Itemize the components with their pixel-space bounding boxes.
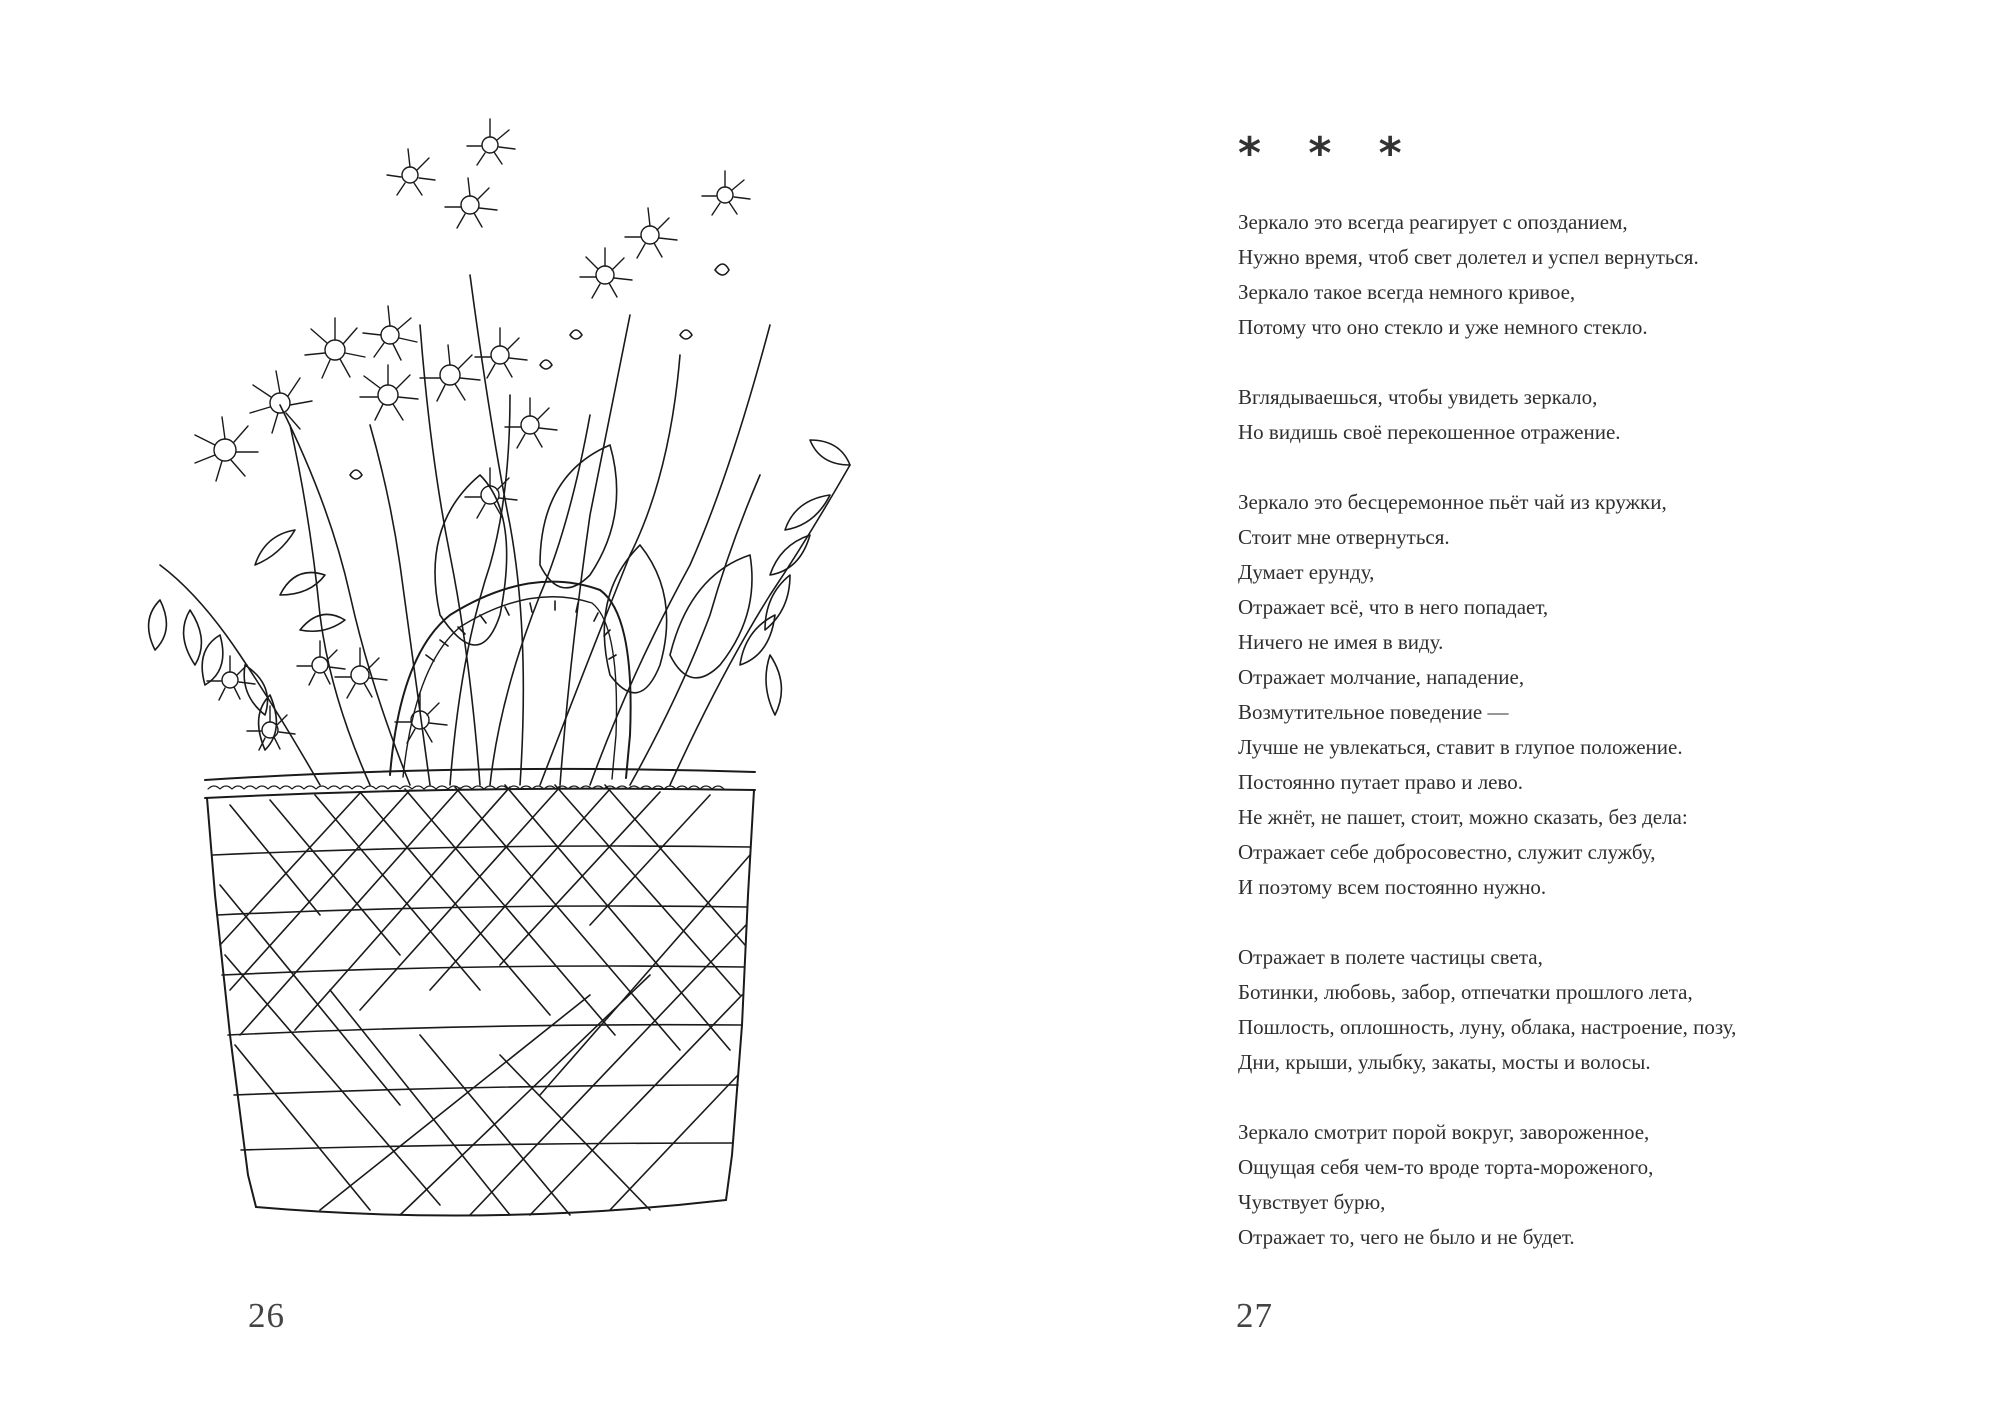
- poem-line: Пошлость, оплошность, луну, облака, настроение, позу,: [1238, 1015, 1737, 1039]
- poem-line: Зеркало такое всегда немного кривое,: [1238, 280, 1576, 304]
- poem-line: Отражает себе добросовестно, служит службу,: [1238, 840, 1656, 864]
- stanza: [1238, 1115, 1978, 1255]
- poem-line: Отражает всё, что в него попадает,: [1238, 595, 1549, 619]
- poem-line: Ощущая себя чем-то вроде торта-мороженого,: [1238, 1155, 1654, 1179]
- poem-line: Но видишь своё перекошенное отражение.: [1238, 420, 1621, 444]
- stanza: [1238, 380, 1978, 450]
- poem-line: Дни, крыши, улыбку, закаты, мосты и волосы.: [1238, 1050, 1651, 1074]
- poem-line: Постоянно путает право и лево.: [1238, 770, 1524, 794]
- poem-line: Не жнёт, не пашет, стоит, можно сказать, без дела:: [1238, 805, 1688, 829]
- poem-line: Зеркало это бесцеремонное пьёт чай из кружки,: [1238, 490, 1667, 514]
- poem-line: Отражает в полете частицы света,: [1238, 945, 1543, 969]
- right-page: [1000, 0, 2000, 1409]
- poem-line: Отражает молчание, нападение,: [1238, 665, 1525, 689]
- poem-line: Отражает то, чего не было и не будет.: [1238, 1225, 1575, 1249]
- flower-basket-illustration: [70, 95, 900, 1255]
- poem-line: Возмутительное поведение —: [1238, 700, 1509, 724]
- poem-line: Стоит мне отвернуться.: [1238, 525, 1450, 549]
- page-number-right: 27: [1236, 1296, 1273, 1335]
- poem-line: Ботинки, любовь, забор, отпечатки прошлого лета,: [1238, 980, 1693, 1004]
- poem-line: Чувствует бурю,: [1238, 1190, 1386, 1214]
- stanza: [1238, 940, 1978, 1080]
- stanza: [1238, 485, 1978, 905]
- poem-line: Нужно время, чтоб свет долетел и успел вернуться.: [1238, 245, 1699, 269]
- poem-line: И поэтому всем постоянно нужно.: [1238, 875, 1547, 899]
- poem-line: Потому что оно стекло и уже немного стекло.: [1238, 315, 1648, 339]
- poem-line: Думает ерунду,: [1238, 560, 1375, 584]
- poem-line: Ничего не имея в виду.: [1238, 630, 1444, 654]
- poem-text: [1238, 205, 1978, 1290]
- poem-line: Зеркало смотрит порой вокруг, завороженное,: [1238, 1120, 1650, 1144]
- stanza: [1238, 205, 1978, 345]
- poem-separator: * * *: [1238, 128, 1418, 179]
- poem-line: Зеркало это всегда реагирует с опозданием,: [1238, 210, 1628, 234]
- poem-line: Вглядываешься, чтобы увидеть зеркало,: [1238, 385, 1598, 409]
- page-number-left: 26: [248, 1296, 285, 1335]
- poem-line: Лучше не увлекаться, ставит в глупое положение.: [1238, 735, 1683, 759]
